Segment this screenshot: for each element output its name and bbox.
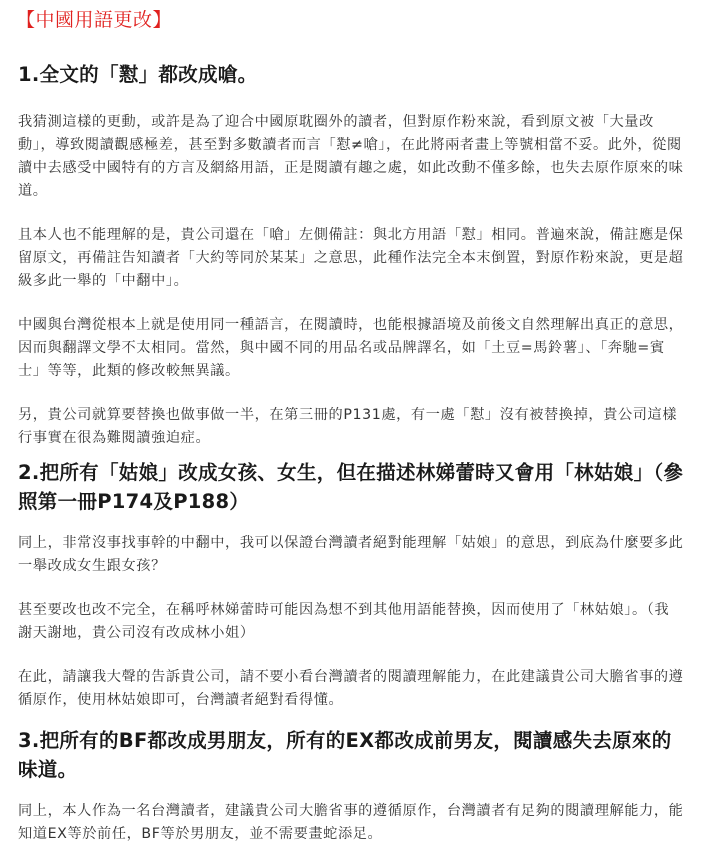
section-1-paragraph-2: 且本人也不能理解的是，貴公司還在「嗆」左側備註：與北方用語「懟」相同。普遍來說，備註應是保留原文，再備註告知讀者「大約等同於某某」之意思，此種作法完全本末倒置，對原作粉來說，更是超級多此一舉的「中翻中」。 bbox=[18, 227, 684, 289]
section-2-paragraph-3: 在此，請讓我大聲的告訴貴公司，請不要小看台灣讀者的閱讀理解能力，在此建議貴公司大膽省事的遵循原作，使用林姑娘即可，台灣讀者絕對看得懂。 bbox=[18, 669, 684, 708]
section-1-paragraph-1: 我猜測這樣的更動，或許是為了迎合中國原耽圈外的讀者，但對原作粉來說，看到原文被「大量改動」，導致閱讀觀感極差，甚至對多數讀者而言「懟≠嗆」，在此將兩者畫上等號相當不妥。此外，從閱讀中去感受中國特有的方言及網絡用語，正是閱讀有趣之處，如此改動不僅多餘，也失去原作原來的味道。 bbox=[18, 114, 684, 199]
document-title: 【中國用語更改】 bbox=[16, 9, 173, 31]
section-3-paragraph-1: 同上，本人作為一名台灣讀者，建議貴公司大膽省事的遵循原作，台灣讀者有足夠的閱讀理解能力，能知道EX等於前任，BF等於男朋友，並不需要畫蛇添足。 bbox=[18, 803, 684, 842]
section-2-heading: 2.把所有「姑娘」改成女孩、女生，但在描述林娣蕾時又會用「林姑娘」（參照第一冊P174及P188） bbox=[18, 461, 684, 513]
section-2-paragraph-2: 甚至要改也改不完全，在稱呼林娣蕾時可能因為想不到其他用語能替換，因而使用了「林姑娘」。（我謝天謝地，貴公司沒有改成林小姐） bbox=[18, 602, 670, 641]
section-3-heading: 3.把所有的BF都改成男朋友，所有的EX都改成前男友，閱讀感失去原來的味道。 bbox=[18, 729, 672, 781]
section-1-heading: 1.全文的「懟」都改成嗆。 bbox=[18, 63, 258, 86]
section-2-paragraph-1: 同上，非常沒事找事幹的中翻中，我可以保證台灣讀者絕對能理解「姑娘」的意思，到底為什麼要多此一舉改成女生跟女孩？ bbox=[18, 535, 684, 574]
section-1-paragraph-4: 另，貴公司就算要替換也做事做一半，在第三冊的P131處，有一處「懟」沒有被替換掉，貴公司這樣行事實在很為難閱讀強迫症。 bbox=[18, 407, 678, 446]
section-1-paragraph-3: 中國與台灣從根本上就是使用同一種語言，在閱讀時，也能根據語境及前後文自然理解出真正的意思，因而與翻譯文學不太相同。當然，與中國不同的用品名或品牌譯名，如「土豆=馬鈴薯」、「奔馳=賓士」等等，此類的修改較無異議。 bbox=[18, 317, 684, 379]
